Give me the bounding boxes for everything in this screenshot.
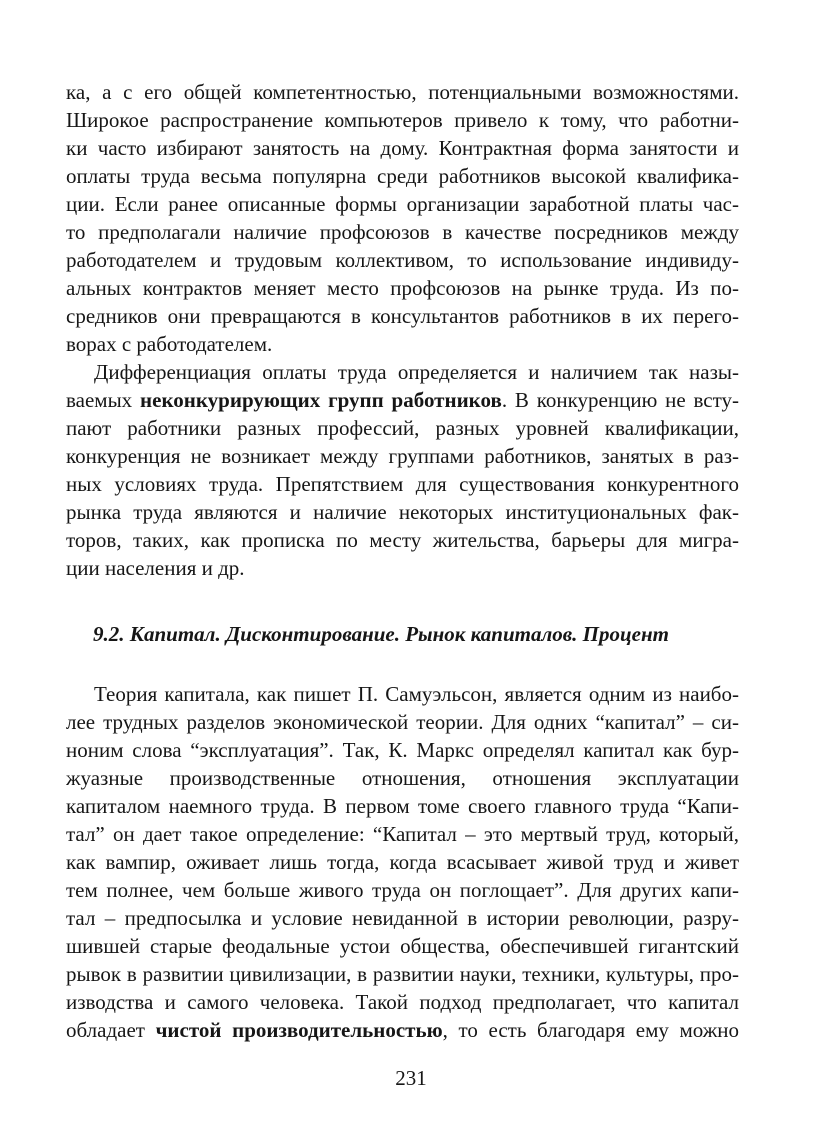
text-line: как вампир, оживает лишь тогда, когда всасывает живой труд и живет [66, 850, 739, 874]
text-run: ваемых [66, 388, 141, 412]
text-line: ных условиях труда. Препятствием для существования конкурентного [66, 472, 739, 496]
text-line: шившей старые феодальные устои общества, обеспечившей гигантский [66, 934, 739, 958]
text-line: средников они превращаются в консультантов работников в их перего- [66, 304, 739, 328]
text-line: лее трудных разделов экономической теории. Для одних “капитал” – си- [66, 710, 739, 734]
text-line: ка, а с его общей компетентностью, потенциальными возможностями. [66, 80, 739, 104]
text-run: обладает [66, 1018, 156, 1042]
text-line: то предполагали наличие профсоюзов в качестве посредников между [66, 220, 739, 244]
text-line: ноним слова “эксплуатация”. Так, К. Маркс определял капитал как бур- [66, 738, 739, 762]
text-line: жуазные производственные отношения, отношения эксплуатации [66, 766, 739, 790]
text-line: Широкое распространение компьютеров привело к тому, что работни- [66, 108, 739, 132]
text-run: . В конкуренцию не всту- [501, 388, 739, 412]
text-run: , то есть благодаря ему можно [442, 1018, 739, 1042]
text-line: изводства и самого человека. Такой подход предполагает, что капитал [66, 990, 739, 1014]
bold-term: неконкурирующих групп работников [140, 388, 502, 412]
section-heading: 9.2. Капитал. Дисконтирование. Рынок капиталов. Процент [93, 622, 669, 646]
text-line: Теория капитала, как пишет П. Самуэльсон, является одним из наибо- [94, 682, 739, 706]
page-number: 231 [395, 1066, 427, 1090]
text-line: торов, таких, как прописка по месту жительства, барьеры для мигра- [66, 528, 739, 552]
bold-term: чистой производительностью [155, 1018, 443, 1042]
text-line: работодателем и трудовым коллективом, то использование индивиду- [66, 248, 739, 272]
text-line: Дифференциация оплаты труда определяется и наличием так назы- [94, 360, 739, 384]
text-line: капиталом наемного труда. В первом томе своего главного труда “Капи- [66, 794, 739, 818]
text-line [66, 386, 739, 414]
text-line: оплаты труда весьма популярна среди работников высокой квалифика- [66, 164, 739, 188]
text-line: пают работники разных профессий, разных уровней квалификации, [66, 416, 739, 440]
text-line: конкуренция не возникает между группами работников, занятых в раз- [66, 444, 739, 468]
text-line: ворах с работодателем. [66, 332, 273, 356]
text-line: тал – предпосылка и условие невиданной в истории революции, разру- [66, 906, 739, 930]
text-line: рывок в развитии цивилизации, в развитии науки, техники, культуры, про- [66, 962, 739, 986]
text-line: ки часто избирают занятость на дому. Контрактная форма занятости и [66, 136, 739, 160]
text-line: рынка труда являются и наличие некоторых институциональных фак- [66, 500, 739, 524]
text-line: тем полнее, чем больше живого труда он поглощает”. Для других капи- [66, 878, 739, 902]
text-line [66, 1016, 739, 1044]
text-line: тал” он дает такое определение: “Капитал – это мертвый труд, который, [66, 822, 739, 846]
text-line: ции. Если ранее описанные формы организации заработной платы час- [66, 192, 739, 216]
text-line: альных контрактов меняет место профсоюзов на рынке труда. Из по- [66, 276, 739, 300]
text-line: ции населения и др. [66, 556, 245, 580]
